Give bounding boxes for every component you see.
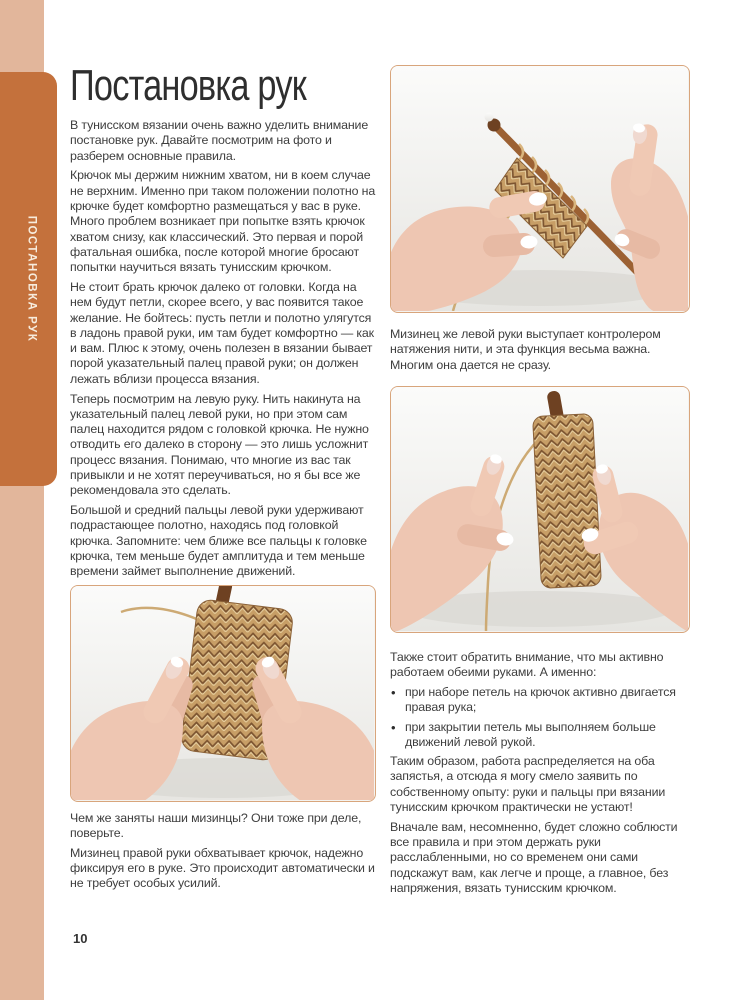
caption-paragraph: Мизинец же левой руки выступает контролером натяжения нити, и эта функция весьма важна. Многим она дается не сразу. xyxy=(390,327,661,372)
photo-hook-with-loops-top-right xyxy=(390,65,690,313)
sidebar-chapter-tab xyxy=(0,72,57,486)
paragraph: Мизинец правой руки обхватывает крючок, надежно фиксируя его в руке. Это происходит автоматически и не требует особых усилий. xyxy=(70,845,375,891)
photo-vertical-strip-right-column xyxy=(390,386,690,633)
sidebar-chapter-label: ПОСТАНОВКА РУК xyxy=(25,215,38,343)
paragraph: Большой и средний пальцы левой руки удерживают подрастающее полотно, находясь под головкой крючка. Запомните: чем ближе все пальцы к головке крючка, тем меньше будет амплитуда и тем меньше времени займет выполнение движений. xyxy=(70,503,367,579)
paragraph: Теперь посмотрим на левую руку. Нить накинута на указательный палец левой руки, но при этом сам палец находится рядом с головкой крючка. Не нужно отводить его далеко в сторону — это лишь усложнит процесс вязания. Понимаю, что многие из вас так привыкли и не хотят переучиваться, но я бы все же рекомендовала это сделать. xyxy=(70,391,369,498)
photo-vertical-strip-illustration xyxy=(391,387,688,631)
bullet-list xyxy=(390,685,690,750)
bullet-item: • при наборе петель на крючок активно двигается правая рука; xyxy=(390,685,690,716)
paragraph: Вначале вам, несомненно, будет сложно соблюсти все правила и при этом держать руки расслабленными, но со временем они сами подскажут вам, как легче и проще, а главное, без напряжения, вязать тунисским крючком. xyxy=(390,819,678,896)
page-title: Постановка рук xyxy=(70,61,306,110)
photo-hands-swatch-illustration xyxy=(71,586,374,800)
right-column xyxy=(390,65,690,901)
paragraph: Также стоит обратить внимание, что мы активно работаем обеими руками. А именно: xyxy=(390,649,664,680)
paragraph: Таким образом, работа распределяется на оба запястья, а отсюда я могу смело заявить по собственному опыту: руки и пальцы при вязании тунисским крючком практически не устают! xyxy=(390,754,666,815)
bullet-item: • при закрытии петель мы выполняем больше движений левой рукой. xyxy=(390,720,690,751)
left-column xyxy=(70,61,376,896)
paragraph: Не стоит брать крючок далеко от головки. Когда на нем будут петли, скорее всего, у вас появится такое желание. Не бойтесь: пусть петли и полотно улягутся в ладонь правой руки, им там будет комфортно — как и вам. Плюс к этому, очень полезен в вязании бывает порой указательный палец правой руки; он должен лежать вблизи процесса вязания. xyxy=(70,279,374,386)
paragraph: Чем же заняты наши мизинцы? Они тоже при деле, поверьте. xyxy=(70,810,362,840)
page-number: 10 xyxy=(73,931,88,946)
paragraph: Крючок мы держим нижним хватом, ни в коем случае не верхним. Именно при таком положении полотно на крючке будет комфортно размещаться у вас в руке. Много проблем возникает при попытке взять крючок хватом снизу, как классический. Это первая и порой фатальная ошибка, после которой многие бросают попытки научиться вязать тунисским крючком. xyxy=(70,168,376,275)
photo-hands-swatch-left-column xyxy=(70,585,376,802)
photo-hook-loops-illustration xyxy=(391,66,688,311)
paragraph: В тунисском вязании очень важно уделить внимание постановке рук. Давайте посмотрим на фото и разберем основные правила. xyxy=(70,118,369,163)
